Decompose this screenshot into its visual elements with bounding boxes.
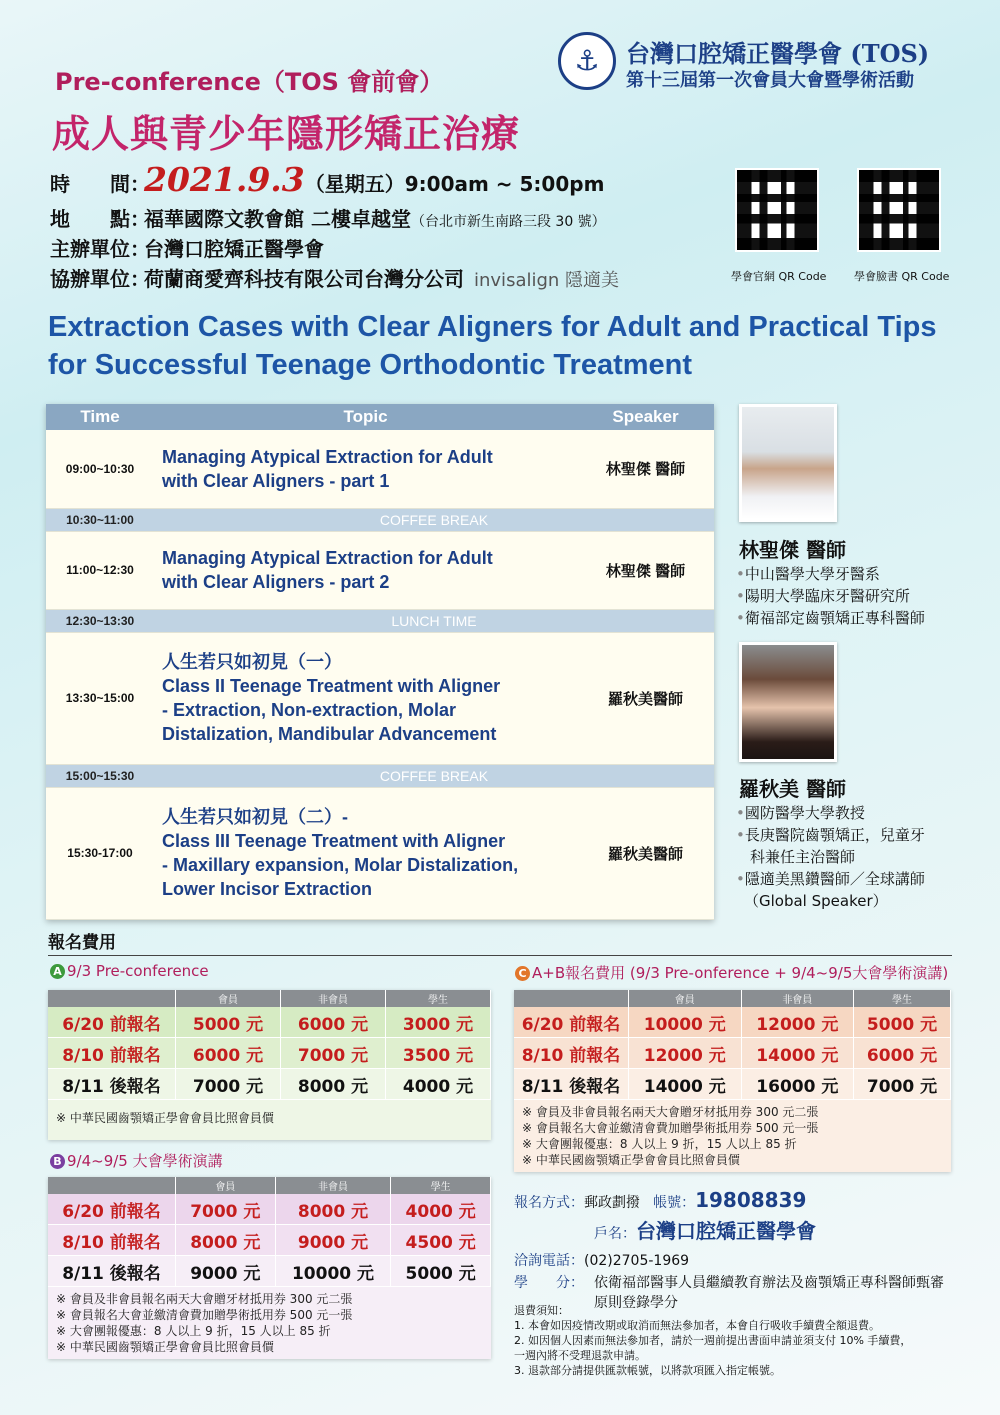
section-badge: C bbox=[515, 966, 530, 981]
session-speaker: 羅秋美醫師 bbox=[577, 787, 714, 919]
header-time: Time bbox=[46, 404, 154, 430]
topic-line: 人生若只如初見（一） bbox=[162, 652, 342, 672]
website-qr-caption: 學會官網 QR Code bbox=[731, 270, 827, 283]
registration-info bbox=[514, 1186, 954, 1313]
reg-phone-row bbox=[514, 1248, 954, 1273]
table-row bbox=[46, 430, 714, 508]
section-badge: A bbox=[50, 964, 65, 979]
fee-note: ※ 會員報名大會並繳清會費加贈學術抵用券 500 元一張 bbox=[522, 1121, 819, 1135]
section-title: 9/4~9/5 大會學術演講 bbox=[67, 1152, 223, 1170]
reg-phone: (02)2705-1969 bbox=[584, 1253, 690, 1269]
table-row: 8/10 前報名 6000 元 7000 元 3500 元 bbox=[48, 1038, 491, 1069]
info-co-host bbox=[50, 263, 619, 292]
place-value: 福華國際文教會館 二樓卓越堂 bbox=[144, 207, 411, 231]
session-time: 15:30-17:00 bbox=[46, 787, 154, 919]
topic-line: - Extraction, Non-extraction, Molar bbox=[162, 700, 457, 720]
break-time: 10:30~11:00 bbox=[46, 508, 154, 531]
refund-item: 2. 如因個人因素而無法參加者，請於一週前提出書面申請並須支付 10% 手續費， bbox=[514, 1334, 912, 1347]
session-speaker: 羅秋美醫師 bbox=[577, 632, 714, 764]
fee-note: ※ 中華民國齒顎矯正學會會員比照會員價 bbox=[56, 1111, 274, 1125]
topic-line: Managing Atypical Extraction for Adult bbox=[162, 446, 493, 467]
session-time: 13:30~15:00 bbox=[46, 632, 154, 764]
co-host-value: 荷蘭商愛齊科技有限公司台灣分公司 bbox=[144, 267, 464, 291]
fee-heading: 報名費用 bbox=[48, 928, 952, 956]
session-speaker: 林聖傑 醫師 bbox=[577, 430, 714, 508]
reg-name-row bbox=[514, 1217, 954, 1248]
topic-line: Distalization, Mandibular Advancement bbox=[162, 724, 497, 744]
bio-line: •陽明大學臨床牙醫研究所 bbox=[736, 587, 910, 605]
col-student: 學生 bbox=[854, 990, 951, 1007]
fee-note: ※ 會員及非會員報名兩天大會贈牙材抵用券 300 元二張 bbox=[522, 1105, 819, 1119]
col-non-member: 非會員 bbox=[275, 1177, 391, 1194]
facebook-qr-code[interactable] bbox=[857, 168, 941, 252]
header-topic: Topic bbox=[154, 404, 577, 430]
break-label: COFFEE BREAK bbox=[154, 764, 714, 787]
refund-item: 1. 本會如因疫情改期或取消而無法參加者，本會自行吸收手續費全額退費。 bbox=[514, 1319, 880, 1332]
info-host bbox=[50, 233, 324, 262]
speaker-bio bbox=[736, 802, 925, 912]
bio-line: •中山醫學大學牙醫系 bbox=[736, 565, 880, 583]
reg-method-label: 報名方式： bbox=[514, 1195, 584, 1211]
fee-note: ※ 大會團報優惠：8 人以上 9 折，15 人以上 85 折 bbox=[56, 1324, 331, 1338]
table-row: 6/20 前報名 5000 元 6000 元 3000 元 bbox=[48, 1007, 491, 1038]
header-speaker: Speaker bbox=[577, 404, 714, 430]
fee-notes bbox=[514, 1100, 951, 1172]
col-member: 會員 bbox=[629, 990, 742, 1007]
reg-name-label: 戶名： bbox=[594, 1226, 636, 1242]
break-label: COFFEE BREAK bbox=[154, 508, 714, 531]
bio-line: 科兼任主治醫師 bbox=[750, 848, 856, 866]
page-title: 成人與青少年隱形矯正治療 bbox=[52, 112, 521, 156]
session-topic bbox=[154, 632, 577, 764]
table-row: 6/20 前報名 7000 元 8000 元 4000 元 bbox=[48, 1194, 491, 1225]
fee-table-a bbox=[48, 990, 491, 1140]
topic-line: Class III Teenage Treatment with Aligner bbox=[162, 831, 506, 851]
session-time: 09:00~10:30 bbox=[46, 430, 154, 508]
topic-line: Lower Incisor Extraction bbox=[162, 879, 373, 899]
fee-note: ※ 會員及非會員報名兩天大會贈牙材抵用券 300 元二張 bbox=[56, 1292, 353, 1306]
reg-credit-label: 學 分： bbox=[514, 1275, 584, 1291]
fee-table-b bbox=[48, 1177, 491, 1359]
fee-note: ※ 會員報名大會並繳清會費加贈學術抵用券 500 元一張 bbox=[56, 1308, 353, 1322]
break-time: 15:00~15:30 bbox=[46, 764, 154, 787]
table-row: 8/10 前報名 12000 元 14000 元 6000 元 bbox=[514, 1038, 951, 1069]
topic-line: with Clear Aligners - part 2 bbox=[162, 572, 390, 592]
bio-line: •衛福部定齒顎矯正專科醫師 bbox=[736, 609, 925, 627]
session-speaker: 林聖傑 醫師 bbox=[577, 531, 714, 609]
refund-item: 一週內將不受理退款申請。 bbox=[514, 1349, 646, 1362]
section-badge: B bbox=[50, 1154, 65, 1169]
col-member: 會員 bbox=[176, 1177, 276, 1194]
reg-account-name: 台灣口腔矯正醫學會 bbox=[636, 1219, 816, 1243]
section-title: 9/3 Pre-conference bbox=[67, 962, 209, 980]
preconference-label: Pre-conference（TOS 會前會） bbox=[55, 68, 444, 96]
anchor-icon: ⚓ bbox=[574, 44, 600, 77]
table-row: 8/11 後報名 7000 元 8000 元 4000 元 bbox=[48, 1069, 491, 1100]
table-row bbox=[46, 531, 714, 609]
session-topic bbox=[154, 787, 577, 919]
speaker-photo-lin bbox=[739, 404, 837, 522]
break-row bbox=[46, 508, 714, 531]
org-event: 第十三屆第一次會員大會暨學術活動 bbox=[626, 70, 914, 91]
reg-method: 郵政劃撥 bbox=[584, 1195, 640, 1211]
refund-title: 退費須知： bbox=[514, 1304, 569, 1317]
place-address: （台北市新生南路三段 30 號） bbox=[410, 214, 606, 230]
info-place bbox=[50, 203, 606, 232]
break-label: LUNCH TIME bbox=[154, 609, 714, 632]
fee-table-c bbox=[514, 990, 951, 1172]
fee-note: ※ 大會團報優惠：8 人以上 9 折，15 人以上 85 折 bbox=[522, 1137, 797, 1151]
col-student: 學生 bbox=[391, 1177, 491, 1194]
reg-account-label: 帳號： bbox=[653, 1195, 696, 1211]
topic-line: Managing Atypical Extraction for Adult bbox=[162, 548, 493, 568]
website-qr-code[interactable] bbox=[735, 168, 819, 252]
event-date: 2021.9.3 bbox=[144, 160, 305, 199]
fee-note: ※ 中華民國齒顎矯正學會會員比照會員價 bbox=[522, 1153, 740, 1167]
table-row bbox=[46, 632, 714, 764]
bio-line: •國防醫學大學教授 bbox=[736, 804, 865, 822]
refund-notice bbox=[514, 1303, 959, 1378]
table-row: 6/20 前報名 10000 元 12000 元 5000 元 bbox=[514, 1007, 951, 1038]
org-name: 台灣口腔矯正醫學會 (TOS) bbox=[626, 39, 930, 68]
col-student: 學生 bbox=[386, 990, 491, 1007]
place-label: 地 點： bbox=[50, 207, 150, 231]
break-row bbox=[46, 609, 714, 632]
fee-section-c-title bbox=[515, 962, 948, 983]
speaker-photo-lo bbox=[739, 642, 837, 762]
reg-phone-label: 洽詢電話： bbox=[514, 1253, 584, 1269]
schedule-table bbox=[46, 404, 714, 920]
col-non-member: 非會員 bbox=[741, 990, 854, 1007]
break-row bbox=[46, 764, 714, 787]
reg-credit: 依衛福部醫事人員繼續教育辦法及齒顎矯正專科醫師甄審原則登錄學分 bbox=[594, 1275, 944, 1311]
fee-section-a-title bbox=[50, 962, 209, 980]
host-value: 台灣口腔矯正醫學會 bbox=[144, 237, 324, 261]
invisalign-logo: invisalign 隱適美 bbox=[474, 270, 620, 291]
host-label: 主辦單位： bbox=[50, 237, 150, 261]
table-row bbox=[46, 787, 714, 919]
topic-line: with Clear Aligners - part 1 bbox=[162, 470, 390, 491]
table-row: 8/11 後報名 14000 元 16000 元 7000 元 bbox=[514, 1069, 951, 1100]
bio-line: •長庚醫院齒顎矯正，兒童牙 bbox=[736, 826, 925, 844]
reg-account-number: 19808839 bbox=[695, 1188, 807, 1212]
table-row: 8/11 後報名 9000 元 10000 元 5000 元 bbox=[48, 1256, 491, 1287]
break-time: 12:30~13:30 bbox=[46, 609, 154, 632]
topic-line: Class II Teenage Treatment with Aligner bbox=[162, 676, 501, 696]
english-title: Extraction Cases with Clear Aligners for Adult and Practical Tips for Successful Teenage Orthodontic Treatment bbox=[48, 311, 937, 381]
refund-item: 3. 退款部分請提供匯款帳號，以將款項匯入指定帳號。 bbox=[514, 1364, 781, 1377]
col-non-member: 非會員 bbox=[281, 990, 386, 1007]
speaker-name: 羅秋美 醫師 bbox=[739, 777, 846, 801]
schedule-header bbox=[46, 404, 714, 430]
table-row: 8/10 前報名 8000 元 9000 元 4500 元 bbox=[48, 1225, 491, 1256]
topic-line: - Maxillary expansion, Molar Distalization, bbox=[162, 855, 519, 875]
fee-note: ※ 中華民國齒顎矯正學會會員比照會員價 bbox=[56, 1340, 274, 1354]
reg-method-row bbox=[514, 1186, 954, 1217]
bio-line: （Global Speaker） bbox=[744, 892, 888, 910]
fee-notes bbox=[48, 1287, 491, 1359]
speaker-bio bbox=[736, 563, 925, 629]
info-time bbox=[50, 160, 604, 199]
section-title: A+B報名費用 (9/3 Pre-onference + 9/4~9/5大會學術演講) bbox=[532, 964, 949, 982]
session-time: 11:00~12:30 bbox=[46, 531, 154, 609]
session-topic bbox=[154, 430, 577, 508]
speaker-name: 林聖傑 醫師 bbox=[739, 538, 846, 562]
bio-line: •隱適美黑鑽醫師／全球講師 bbox=[736, 870, 925, 888]
co-host-label: 協辦單位： bbox=[50, 267, 150, 291]
fee-section-b-title bbox=[50, 1150, 223, 1171]
event-time: （星期五）9:00am ~ 5:00pm bbox=[304, 172, 605, 196]
time-label: 時 間： bbox=[50, 172, 150, 196]
facebook-qr-caption: 學會臉書 QR Code bbox=[854, 270, 950, 283]
col-member: 會員 bbox=[176, 990, 281, 1007]
topic-line: 人生若只如初見（二）- bbox=[162, 807, 348, 827]
session-topic bbox=[154, 531, 577, 609]
tos-logo bbox=[558, 32, 616, 90]
